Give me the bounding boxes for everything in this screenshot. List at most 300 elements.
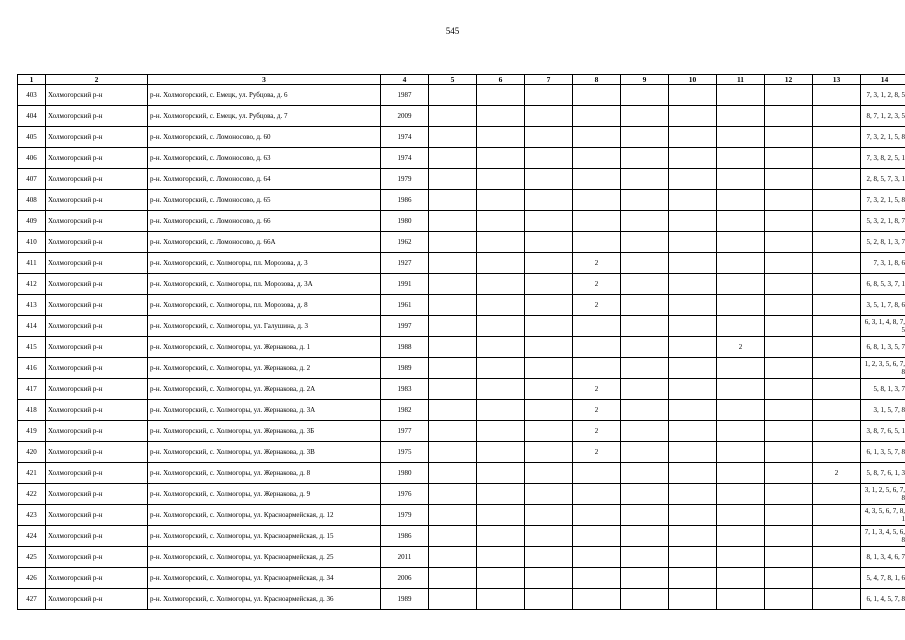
col12-cell xyxy=(765,85,813,106)
col8-cell xyxy=(573,127,621,148)
address-cell: р-н. Холмогорский, с. Холмогоры, ул. Жернакова, д. 3В xyxy=(148,442,381,463)
district-cell: Холмогорский р-н xyxy=(46,274,148,295)
col13-cell xyxy=(813,274,861,295)
district-cell: Холмогорский р-н xyxy=(46,463,148,484)
col9-cell xyxy=(621,526,669,547)
col11-cell xyxy=(717,316,765,337)
col10-cell xyxy=(669,400,717,421)
col14-cell: 4, 3, 5, 6, 7, 8, 1 xyxy=(861,505,905,526)
col9-cell xyxy=(621,400,669,421)
col7-cell xyxy=(525,400,573,421)
col7-cell xyxy=(525,463,573,484)
col6-cell xyxy=(477,589,525,610)
col11-cell xyxy=(717,106,765,127)
col11-cell xyxy=(717,568,765,589)
col12-cell xyxy=(765,505,813,526)
col14-cell: 7, 3, 1, 2, 8, 5 xyxy=(861,85,905,106)
col6-cell xyxy=(477,190,525,211)
col7-cell xyxy=(525,547,573,568)
col13-cell xyxy=(813,358,861,379)
row-number: 427 xyxy=(18,589,46,610)
col11-cell xyxy=(717,190,765,211)
col11-cell xyxy=(717,379,765,400)
col5-cell xyxy=(429,568,477,589)
col12-cell xyxy=(765,568,813,589)
table-row xyxy=(18,484,905,505)
row-number: 424 xyxy=(18,526,46,547)
address-cell: р-н. Холмогорский, с. Ломоносово, д. 60 xyxy=(148,127,381,148)
col8-cell xyxy=(573,547,621,568)
col8-cell xyxy=(573,568,621,589)
col5-cell xyxy=(429,190,477,211)
col9-cell xyxy=(621,589,669,610)
col7-cell xyxy=(525,190,573,211)
district-cell: Холмогорский р-н xyxy=(46,547,148,568)
col5-cell xyxy=(429,379,477,400)
col5-cell xyxy=(429,421,477,442)
row-number: 419 xyxy=(18,421,46,442)
address-cell: р-н. Холмогорский, с. Емецк, ул. Рубцова, д. 6 xyxy=(148,85,381,106)
col10-cell xyxy=(669,253,717,274)
col5-cell xyxy=(429,148,477,169)
col6-cell xyxy=(477,232,525,253)
col10-cell xyxy=(669,442,717,463)
district-cell: Холмогорский р-н xyxy=(46,568,148,589)
col7-cell xyxy=(525,106,573,127)
col5-cell xyxy=(429,253,477,274)
col12-cell xyxy=(765,106,813,127)
col5-cell xyxy=(429,211,477,232)
col14-cell: 8, 7, 1, 2, 3, 5 xyxy=(861,106,905,127)
row-number: 425 xyxy=(18,547,46,568)
year-cell: 1927 xyxy=(381,253,429,274)
col14-cell: 5, 8, 7, 6, 1, 3 xyxy=(861,463,905,484)
col8-cell xyxy=(573,463,621,484)
address-cell: р-н. Холмогорский, с. Ломоносово, д. 63 xyxy=(148,148,381,169)
year-cell: 1997 xyxy=(381,316,429,337)
col5-cell xyxy=(429,358,477,379)
district-cell: Холмогорский р-н xyxy=(46,358,148,379)
table-row xyxy=(18,232,905,253)
address-cell: р-н. Холмогорский, с. Ломоносово, д. 66 xyxy=(148,211,381,232)
col9-cell xyxy=(621,358,669,379)
col14-cell: 8, 1, 3, 4, 6, 7 xyxy=(861,547,905,568)
col11-cell xyxy=(717,211,765,232)
address-cell: р-н. Холмогорский, с. Ломоносово, д. 66А xyxy=(148,232,381,253)
col10-cell xyxy=(669,337,717,358)
col9-cell xyxy=(621,253,669,274)
district-cell: Холмогорский р-н xyxy=(46,442,148,463)
col10-cell xyxy=(669,589,717,610)
col13-cell xyxy=(813,85,861,106)
col12-cell xyxy=(765,421,813,442)
col7-cell xyxy=(525,484,573,505)
col13-cell xyxy=(813,253,861,274)
column-header-12: 12 xyxy=(765,75,813,85)
col5-cell xyxy=(429,127,477,148)
row-number: 413 xyxy=(18,295,46,316)
address-cell: р-н. Холмогорский, с. Холмогоры, ул. Жернакова, д. 2 xyxy=(148,358,381,379)
col14-cell: 7, 1, 3, 4, 5, 6, 8 xyxy=(861,526,905,547)
col5-cell xyxy=(429,169,477,190)
col12-cell xyxy=(765,484,813,505)
column-header-11: 11 xyxy=(717,75,765,85)
col14-cell: 5, 3, 2, 1, 8, 7 xyxy=(861,211,905,232)
table-row xyxy=(18,106,905,127)
col8-cell xyxy=(573,169,621,190)
col8-cell xyxy=(573,526,621,547)
table-row xyxy=(18,463,905,484)
column-header-14: 14 xyxy=(861,75,905,85)
table-row xyxy=(18,169,905,190)
col7-cell xyxy=(525,421,573,442)
district-cell: Холмогорский р-н xyxy=(46,379,148,400)
year-cell: 1961 xyxy=(381,295,429,316)
col8-cell xyxy=(573,358,621,379)
col8-cell: 2 xyxy=(573,274,621,295)
col6-cell xyxy=(477,127,525,148)
col6-cell xyxy=(477,526,525,547)
col12-cell xyxy=(765,316,813,337)
row-number: 403 xyxy=(18,85,46,106)
col14-cell: 7, 3, 8, 2, 5, 1 xyxy=(861,148,905,169)
year-cell: 1989 xyxy=(381,358,429,379)
col7-cell xyxy=(525,148,573,169)
col10-cell xyxy=(669,463,717,484)
address-cell: р-н. Холмогорский, с. Холмогоры, пл. Морозова, д. 8 xyxy=(148,295,381,316)
col5-cell xyxy=(429,106,477,127)
year-cell: 1991 xyxy=(381,274,429,295)
col14-cell: 6, 8, 1, 3, 5, 7 xyxy=(861,337,905,358)
col13-cell xyxy=(813,169,861,190)
col10-cell xyxy=(669,85,717,106)
col9-cell xyxy=(621,568,669,589)
col8-cell: 2 xyxy=(573,253,621,274)
col8-cell xyxy=(573,85,621,106)
col6-cell xyxy=(477,547,525,568)
col7-cell xyxy=(525,526,573,547)
col9-cell xyxy=(621,337,669,358)
address-cell: р-н. Холмогорский, с. Ломоносово, д. 64 xyxy=(148,169,381,190)
col11-cell xyxy=(717,358,765,379)
col13-cell xyxy=(813,589,861,610)
col8-cell xyxy=(573,211,621,232)
col8-cell: 2 xyxy=(573,400,621,421)
col13-cell xyxy=(813,505,861,526)
col9-cell xyxy=(621,85,669,106)
district-cell: Холмогорский р-н xyxy=(46,85,148,106)
col11-cell xyxy=(717,148,765,169)
col5-cell xyxy=(429,505,477,526)
col14-cell: 1, 2, 3, 5, 6, 7, 8 xyxy=(861,358,905,379)
col14-cell: 3, 1, 2, 5, 6, 7, 8 xyxy=(861,484,905,505)
table-row xyxy=(18,379,905,400)
table-row xyxy=(18,337,905,358)
col12-cell xyxy=(765,169,813,190)
col13-cell xyxy=(813,379,861,400)
col5-cell xyxy=(429,526,477,547)
col7-cell xyxy=(525,358,573,379)
col8-cell: 2 xyxy=(573,379,621,400)
col6-cell xyxy=(477,400,525,421)
col9-cell xyxy=(621,295,669,316)
col8-cell xyxy=(573,484,621,505)
address-cell: р-н. Холмогорский, с. Холмогоры, пл. Морозова, д. 3А xyxy=(148,274,381,295)
col13-cell xyxy=(813,211,861,232)
col9-cell xyxy=(621,190,669,211)
col13-cell xyxy=(813,442,861,463)
col12-cell xyxy=(765,253,813,274)
column-header-9: 9 xyxy=(621,75,669,85)
district-cell: Холмогорский р-н xyxy=(46,505,148,526)
col10-cell xyxy=(669,379,717,400)
col13-cell xyxy=(813,106,861,127)
col13-cell xyxy=(813,547,861,568)
col7-cell xyxy=(525,274,573,295)
row-number: 408 xyxy=(18,190,46,211)
col12-cell xyxy=(765,400,813,421)
col7-cell xyxy=(525,85,573,106)
year-cell: 1975 xyxy=(381,442,429,463)
year-cell: 1977 xyxy=(381,421,429,442)
table-row xyxy=(18,85,905,106)
col5-cell xyxy=(429,232,477,253)
col6-cell xyxy=(477,85,525,106)
row-number: 404 xyxy=(18,106,46,127)
year-cell: 2006 xyxy=(381,568,429,589)
table-row xyxy=(18,400,905,421)
district-cell: Холмогорский р-н xyxy=(46,589,148,610)
col11-cell xyxy=(717,589,765,610)
table-row xyxy=(18,505,905,526)
district-cell: Холмогорский р-н xyxy=(46,400,148,421)
col11-cell xyxy=(717,127,765,148)
col14-cell: 7, 3, 2, 1, 5, 8 xyxy=(861,190,905,211)
col5-cell xyxy=(429,547,477,568)
year-cell: 1989 xyxy=(381,589,429,610)
table-row xyxy=(18,589,905,610)
col14-cell: 5, 4, 7, 8, 1, 6 xyxy=(861,568,905,589)
district-cell: Холмогорский р-н xyxy=(46,211,148,232)
year-cell: 1976 xyxy=(381,484,429,505)
district-cell: Холмогорский р-н xyxy=(46,526,148,547)
col11-cell xyxy=(717,253,765,274)
column-header-4: 4 xyxy=(381,75,429,85)
col11-cell xyxy=(717,442,765,463)
col10-cell xyxy=(669,211,717,232)
col12-cell xyxy=(765,211,813,232)
row-number: 420 xyxy=(18,442,46,463)
col6-cell xyxy=(477,337,525,358)
col6-cell xyxy=(477,379,525,400)
col6-cell xyxy=(477,568,525,589)
district-cell: Холмогорский р-н xyxy=(46,232,148,253)
col9-cell xyxy=(621,421,669,442)
address-cell: р-н. Холмогорский, с. Холмогоры, ул. Красноармейская, д. 36 xyxy=(148,589,381,610)
page-number: 545 xyxy=(445,26,460,36)
col10-cell xyxy=(669,190,717,211)
col11-cell xyxy=(717,505,765,526)
table-body xyxy=(18,85,905,610)
col14-cell: 6, 1, 3, 5, 7, 8 xyxy=(861,442,905,463)
col10-cell xyxy=(669,526,717,547)
col13-cell xyxy=(813,400,861,421)
address-cell: р-н. Холмогорский, с. Холмогоры, ул. Жернакова, д. 1 xyxy=(148,337,381,358)
col11-cell xyxy=(717,232,765,253)
col6-cell xyxy=(477,505,525,526)
col10-cell xyxy=(669,232,717,253)
col10-cell xyxy=(669,127,717,148)
year-cell: 1986 xyxy=(381,526,429,547)
col8-cell xyxy=(573,232,621,253)
row-number: 409 xyxy=(18,211,46,232)
col11-cell xyxy=(717,169,765,190)
col9-cell xyxy=(621,106,669,127)
col7-cell xyxy=(525,379,573,400)
year-cell: 1983 xyxy=(381,379,429,400)
column-header-2: 2 xyxy=(46,75,148,85)
col13-cell xyxy=(813,190,861,211)
row-number: 417 xyxy=(18,379,46,400)
table-row xyxy=(18,316,905,337)
district-cell: Холмогорский р-н xyxy=(46,484,148,505)
district-cell: Холмогорский р-н xyxy=(46,421,148,442)
district-cell: Холмогорский р-н xyxy=(46,337,148,358)
column-header-3: 3 xyxy=(148,75,381,85)
col10-cell xyxy=(669,505,717,526)
col13-cell xyxy=(813,526,861,547)
col14-cell: 7, 3, 2, 1, 5, 8 xyxy=(861,127,905,148)
col10-cell xyxy=(669,148,717,169)
col9-cell xyxy=(621,211,669,232)
col5-cell xyxy=(429,463,477,484)
col10-cell xyxy=(669,316,717,337)
address-cell: р-н. Холмогорский, с. Холмогоры, ул. Жернакова, д. 2А xyxy=(148,379,381,400)
col11-cell: 2 xyxy=(717,337,765,358)
column-header-6: 6 xyxy=(477,75,525,85)
address-cell: р-н. Холмогорский, с. Холмогоры, ул. Жернакова, д. 9 xyxy=(148,484,381,505)
col7-cell xyxy=(525,442,573,463)
col12-cell xyxy=(765,589,813,610)
table-row xyxy=(18,442,905,463)
table-row xyxy=(18,253,905,274)
col14-cell: 3, 5, 1, 7, 8, 6 xyxy=(861,295,905,316)
col13-cell xyxy=(813,421,861,442)
address-cell: р-н. Холмогорский, с. Холмогоры, ул. Красноармейская, д. 34 xyxy=(148,568,381,589)
col12-cell xyxy=(765,463,813,484)
district-cell: Холмогорский р-н xyxy=(46,106,148,127)
col13-cell xyxy=(813,316,861,337)
col13-cell xyxy=(813,148,861,169)
table-row xyxy=(18,295,905,316)
col13-cell xyxy=(813,484,861,505)
col6-cell xyxy=(477,442,525,463)
col7-cell xyxy=(525,568,573,589)
row-number: 418 xyxy=(18,400,46,421)
row-number: 406 xyxy=(18,148,46,169)
col11-cell xyxy=(717,295,765,316)
col6-cell xyxy=(477,316,525,337)
col13-cell xyxy=(813,568,861,589)
col7-cell xyxy=(525,211,573,232)
col9-cell xyxy=(621,505,669,526)
row-number: 405 xyxy=(18,127,46,148)
col6-cell xyxy=(477,169,525,190)
col7-cell xyxy=(525,253,573,274)
col12-cell xyxy=(765,547,813,568)
col14-cell: 6, 1, 4, 5, 7, 8 xyxy=(861,589,905,610)
col6-cell xyxy=(477,421,525,442)
address-cell: р-н. Холмогорский, с. Холмогоры, ул. Красноармейская, д. 25 xyxy=(148,547,381,568)
col13-cell xyxy=(813,232,861,253)
address-cell: р-н. Холмогорский, с. Холмогоры, ул. Жернакова, д. 3А xyxy=(148,400,381,421)
col8-cell xyxy=(573,190,621,211)
col12-cell xyxy=(765,232,813,253)
row-number: 426 xyxy=(18,568,46,589)
row-number: 423 xyxy=(18,505,46,526)
col13-cell xyxy=(813,295,861,316)
table-row xyxy=(18,211,905,232)
col11-cell xyxy=(717,547,765,568)
year-cell: 1974 xyxy=(381,148,429,169)
col9-cell xyxy=(621,547,669,568)
col6-cell xyxy=(477,463,525,484)
year-cell: 1979 xyxy=(381,169,429,190)
year-cell: 2011 xyxy=(381,547,429,568)
row-number: 411 xyxy=(18,253,46,274)
row-number: 416 xyxy=(18,358,46,379)
col12-cell xyxy=(765,274,813,295)
table-row xyxy=(18,190,905,211)
col10-cell xyxy=(669,421,717,442)
address-cell: р-н. Холмогорский, с. Холмогоры, ул. Жернакова, д. 3Б xyxy=(148,421,381,442)
col5-cell xyxy=(429,295,477,316)
col6-cell xyxy=(477,148,525,169)
col9-cell xyxy=(621,442,669,463)
col11-cell xyxy=(717,526,765,547)
address-cell: р-н. Холмогорский, с. Ломоносово, д. 65 xyxy=(148,190,381,211)
col7-cell xyxy=(525,127,573,148)
col13-cell: 2 xyxy=(813,463,861,484)
col7-cell xyxy=(525,316,573,337)
col5-cell xyxy=(429,274,477,295)
table-row xyxy=(18,148,905,169)
col13-cell xyxy=(813,337,861,358)
col8-cell xyxy=(573,589,621,610)
col9-cell xyxy=(621,463,669,484)
col14-cell: 5, 2, 8, 1, 3, 7 xyxy=(861,232,905,253)
col9-cell xyxy=(621,169,669,190)
col9-cell xyxy=(621,148,669,169)
col12-cell xyxy=(765,379,813,400)
col7-cell xyxy=(525,232,573,253)
row-number: 422 xyxy=(18,484,46,505)
col9-cell xyxy=(621,274,669,295)
col14-cell: 3, 8, 7, 6, 5, 1 xyxy=(861,421,905,442)
col8-cell xyxy=(573,505,621,526)
table-row xyxy=(18,127,905,148)
col13-cell xyxy=(813,127,861,148)
year-cell: 1986 xyxy=(381,190,429,211)
col14-cell: 5, 8, 1, 3, 7 xyxy=(861,379,905,400)
district-cell: Холмогорский р-н xyxy=(46,190,148,211)
col11-cell xyxy=(717,463,765,484)
col5-cell xyxy=(429,400,477,421)
col6-cell xyxy=(477,253,525,274)
row-number: 407 xyxy=(18,169,46,190)
col5-cell xyxy=(429,589,477,610)
year-cell: 1974 xyxy=(381,127,429,148)
